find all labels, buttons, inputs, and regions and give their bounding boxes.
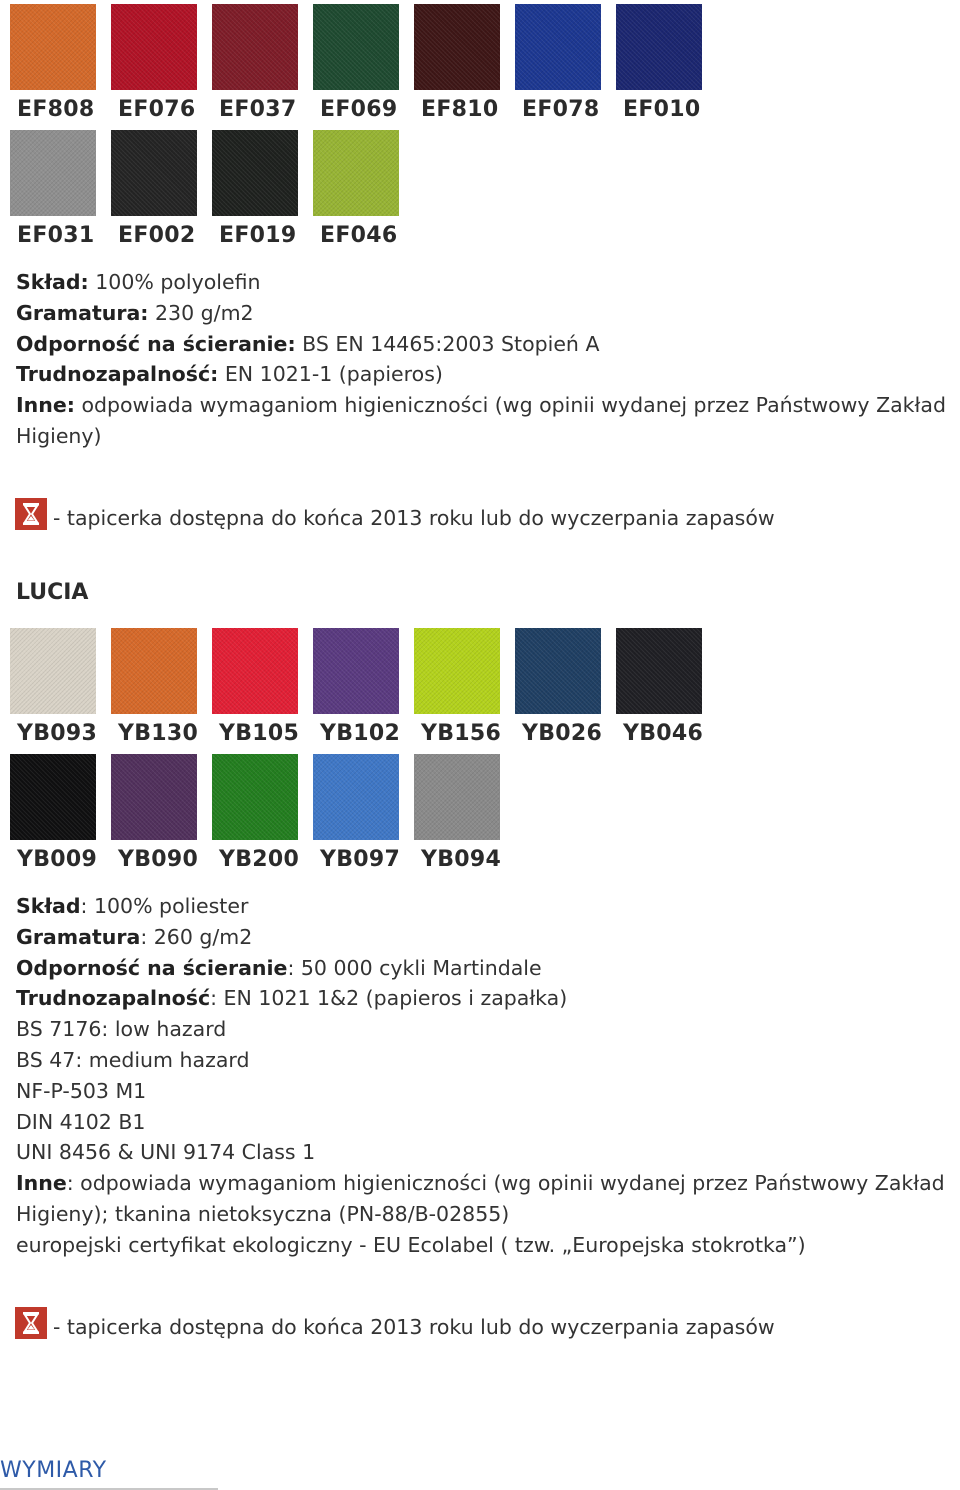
swatch-ef076 xyxy=(111,4,212,130)
spec-value: : 50 000 cykli Martindale xyxy=(287,955,542,980)
swatch-code: EF078 xyxy=(522,97,600,122)
spec-item xyxy=(16,953,960,984)
fabric-swatch xyxy=(212,4,298,90)
availability-note-2 xyxy=(15,1307,775,1339)
swatch-row xyxy=(10,130,717,256)
spec-label: Trudnozapalność: xyxy=(16,362,219,387)
swatch-code: EF076 xyxy=(118,97,196,122)
swatch-code: EF031 xyxy=(17,223,95,248)
spec-label: Gramatura: xyxy=(16,300,149,325)
fabric-swatch xyxy=(515,628,601,714)
spec-value: europejski certyfikat ekologiczny - EU Ecolabel ( tzw. „Europejska stokrotka”) xyxy=(16,1232,806,1257)
fabric-swatch xyxy=(515,4,601,90)
hourglass-icon xyxy=(15,498,47,530)
fabric-swatch xyxy=(111,754,197,840)
spec-label: Skład xyxy=(16,894,81,918)
fabric-swatch xyxy=(111,628,197,714)
spec-label: Trudnozapalność xyxy=(16,986,211,1011)
spec-item xyxy=(16,267,960,298)
hourglass-icon xyxy=(15,1307,47,1339)
spec-item xyxy=(16,329,960,360)
swatch-yb026 xyxy=(515,628,616,754)
fabric-swatch xyxy=(10,130,96,216)
spec-value: : 260 g/m2 xyxy=(140,924,253,949)
spec-value: : EN 1021 1&2 (papieros i zapałka) xyxy=(210,986,568,1011)
section-title-lucia: LUCIA xyxy=(16,580,89,605)
spec-item xyxy=(16,1230,960,1261)
spec-value: : 100% poliester xyxy=(80,894,249,918)
swatch-yb105 xyxy=(212,628,313,754)
swatch-code: YB026 xyxy=(522,721,603,746)
swatch-code: EF037 xyxy=(219,97,297,122)
swatch-ef810 xyxy=(414,4,515,130)
fabric-swatch xyxy=(313,130,399,216)
fabric-swatch xyxy=(313,4,399,90)
fabric-swatch xyxy=(212,130,298,216)
swatch-ef019 xyxy=(212,130,313,256)
swatch-row xyxy=(10,754,717,880)
fabric-swatch xyxy=(111,130,197,216)
spec-value: : odpowiada wymaganiom higieniczności (wg opinii wydanej przez Państwowy Zakład Higieny); tkanina nietoksyczna (PN-88/B-02855) xyxy=(16,1171,945,1226)
spec-item xyxy=(16,983,960,1014)
fabric-swatch xyxy=(414,628,500,714)
availability-note-text: - tapicerka dostępna do końca 2013 roku lub do wyczerpania zapasów xyxy=(53,506,775,530)
spec-value: 230 g/m2 xyxy=(148,300,254,325)
fabric-swatch xyxy=(313,628,399,714)
spec-item xyxy=(16,390,960,452)
fabric-swatch xyxy=(616,628,702,714)
swatch-row xyxy=(10,628,717,754)
swatch-code: EF019 xyxy=(219,223,297,248)
swatch-yb090 xyxy=(111,754,212,880)
spec-item xyxy=(16,359,960,390)
swatch-yb093 xyxy=(10,628,111,754)
spec-label: Inne: xyxy=(16,393,75,418)
swatch-code: YB090 xyxy=(118,847,199,872)
spec-value: odpowiada wymaganiom higieniczności (wg opinii wydanej przez Państwowy Zakład Higieny) xyxy=(16,393,946,448)
swatch-code: EF002 xyxy=(118,223,196,248)
yb-spec-list xyxy=(16,891,960,1261)
swatch-code: EF010 xyxy=(623,97,701,122)
swatch-code: YB130 xyxy=(118,721,199,746)
spec-value: EN 1021-1 (papieros) xyxy=(218,362,443,387)
spec-value: 100% polyolefin xyxy=(88,270,261,294)
spec-item xyxy=(16,1045,960,1076)
swatch-code: YB102 xyxy=(320,721,401,746)
swatch-ef046 xyxy=(313,130,414,256)
swatch-yb200 xyxy=(212,754,313,880)
swatch-yb130 xyxy=(111,628,212,754)
swatch-code: YB046 xyxy=(623,721,704,746)
ef-swatch-grid xyxy=(10,4,717,256)
swatch-code: YB200 xyxy=(219,847,300,872)
swatch-yb097 xyxy=(313,754,414,880)
fabric-swatch xyxy=(414,754,500,840)
swatch-code: EF069 xyxy=(320,97,398,122)
spec-item xyxy=(16,891,960,922)
fabric-swatch xyxy=(414,4,500,90)
fabric-swatch xyxy=(212,628,298,714)
swatch-code: YB009 xyxy=(17,847,98,872)
spec-label: Odporność na ścieranie xyxy=(16,955,288,980)
swatch-row xyxy=(10,4,717,130)
spec-value: BS EN 14465:2003 Stopień A xyxy=(295,331,600,356)
availability-note-text: - tapicerka dostępna do końca 2013 roku lub do wyczerpania zapasów xyxy=(53,1315,775,1339)
swatch-yb094 xyxy=(414,754,515,880)
spec-item xyxy=(16,1168,960,1230)
swatch-ef002 xyxy=(111,130,212,256)
availability-note xyxy=(15,498,775,530)
swatch-code: YB156 xyxy=(421,721,502,746)
swatch-ef069 xyxy=(313,4,414,130)
swatch-code: YB094 xyxy=(421,847,502,872)
swatch-code: YB105 xyxy=(219,721,300,746)
spec-item xyxy=(16,1137,960,1168)
ef-spec-list xyxy=(16,267,960,452)
wymiary-link[interactable]: WYMIARY xyxy=(0,1458,107,1483)
swatch-code: YB093 xyxy=(17,721,98,746)
swatch-code: YB097 xyxy=(320,847,401,872)
swatch-ef808 xyxy=(10,4,111,130)
spec-value: BS 7176: low hazard xyxy=(16,1017,227,1042)
swatch-ef037 xyxy=(212,4,313,130)
swatch-code: EF810 xyxy=(421,97,499,122)
swatch-ef010 xyxy=(616,4,717,130)
fabric-swatch xyxy=(10,754,96,840)
spec-label: Odporność na ścieranie: xyxy=(16,331,296,356)
swatch-code: EF046 xyxy=(320,223,398,248)
yb-swatch-grid xyxy=(10,628,717,880)
fabric-swatch xyxy=(212,754,298,840)
spec-item xyxy=(16,1107,960,1138)
fabric-swatch xyxy=(10,4,96,90)
swatch-yb009 xyxy=(10,754,111,880)
swatch-yb156 xyxy=(414,628,515,754)
spec-value: NF-P-503 M1 xyxy=(16,1078,147,1103)
swatch-yb046 xyxy=(616,628,717,754)
spec-value: UNI 8456 & UNI 9174 Class 1 xyxy=(16,1140,316,1165)
fabric-swatch xyxy=(313,754,399,840)
fabric-swatch xyxy=(616,4,702,90)
spec-label: Gramatura xyxy=(16,924,141,949)
spec-item xyxy=(16,1076,960,1107)
swatch-code: EF808 xyxy=(17,97,95,122)
fabric-swatch xyxy=(10,628,96,714)
spec-label: Inne xyxy=(16,1171,67,1196)
fabric-swatch xyxy=(111,4,197,90)
spec-item xyxy=(16,1014,960,1045)
spec-item xyxy=(16,298,960,329)
spec-item xyxy=(16,922,960,953)
spec-label: Skład: xyxy=(16,270,89,294)
spec-value: BS 47: medium hazard xyxy=(16,1047,250,1072)
swatch-yb102 xyxy=(313,628,414,754)
swatch-ef078 xyxy=(515,4,616,130)
spec-value: DIN 4102 B1 xyxy=(16,1109,146,1134)
swatch-ef031 xyxy=(10,130,111,256)
